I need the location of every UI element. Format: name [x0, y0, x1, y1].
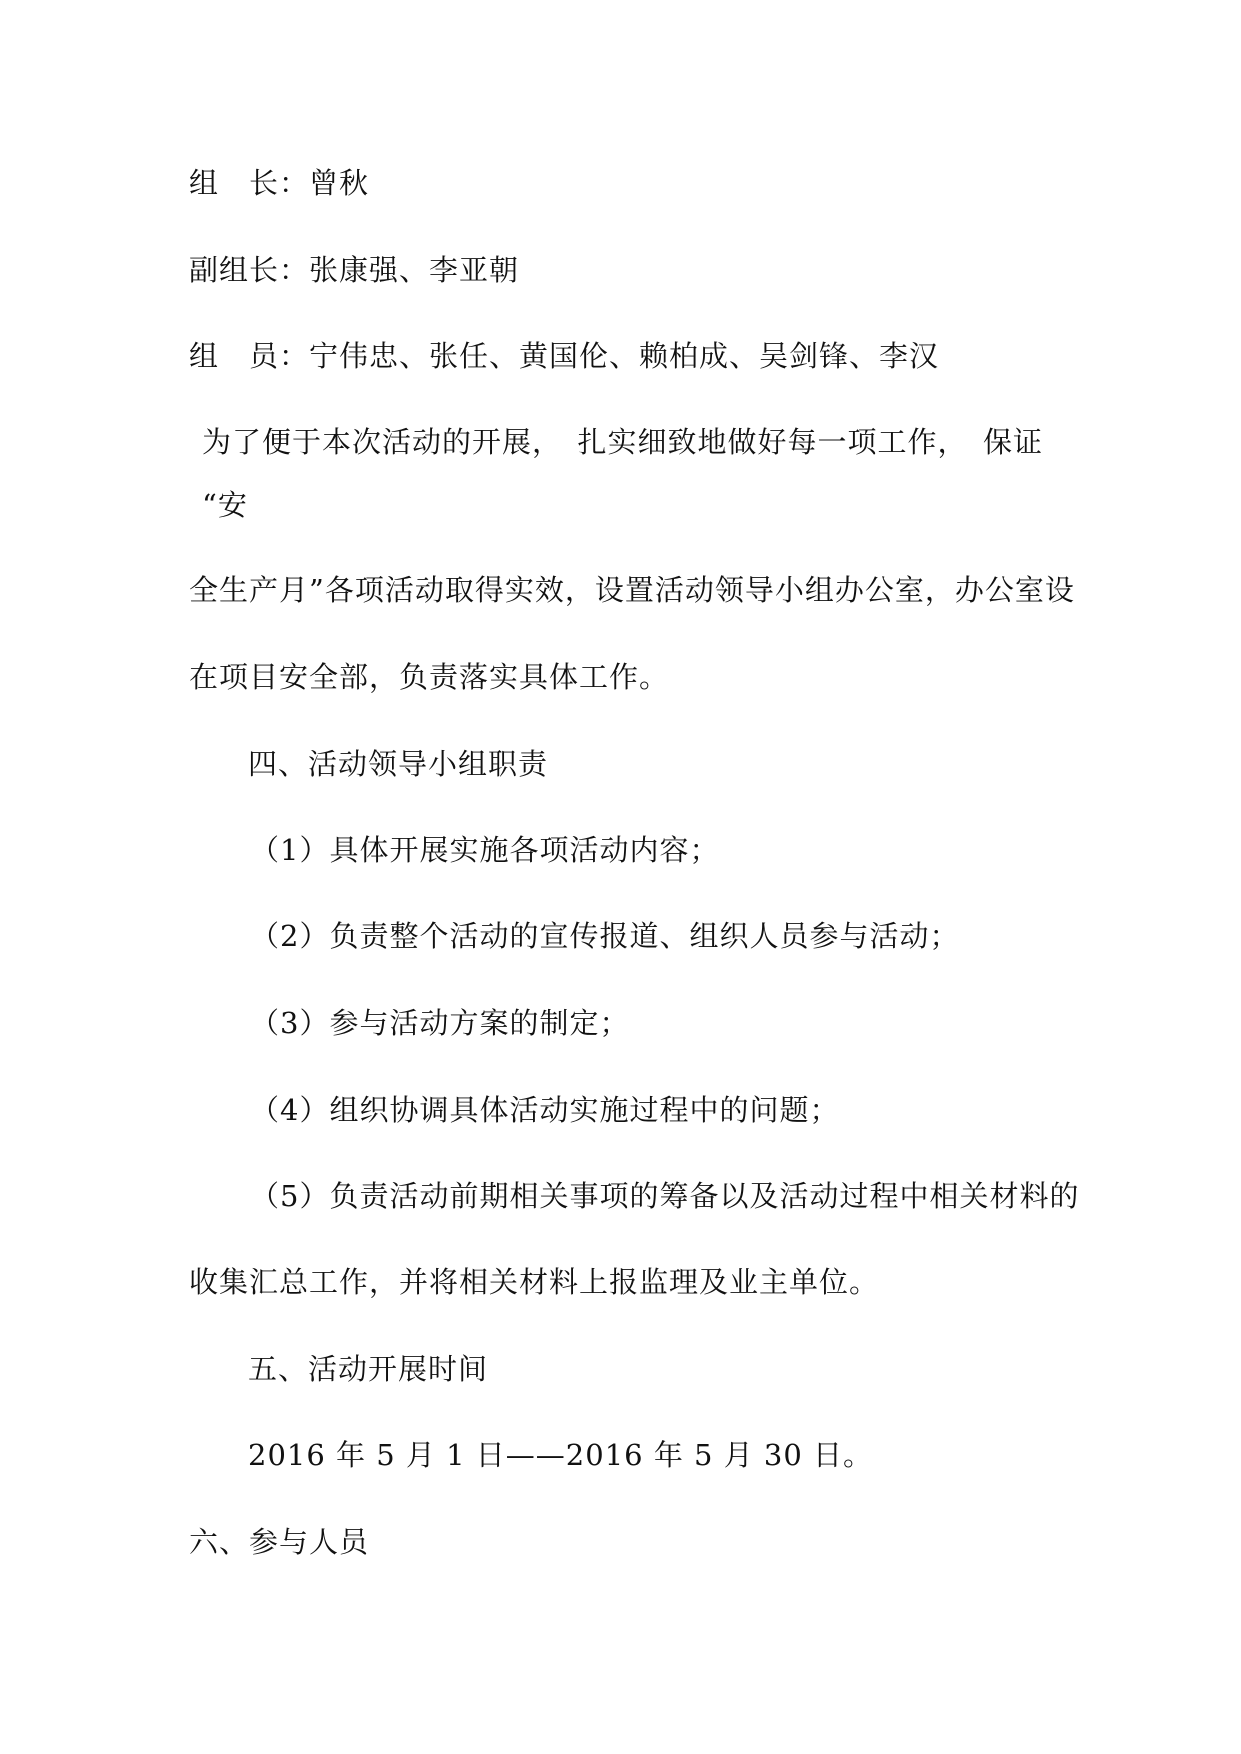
- members-line: 组 员：宁伟忠、张任、黄国伦、赖柏成、吴剑锋、李汉: [189, 339, 940, 373]
- activity-dates: 2016 年 5 月 1 日——2016 年 5 月 30 日。: [248, 1438, 874, 1472]
- duty-item-4: （4）组织协调具体活动实施过程中的问题；: [250, 1093, 840, 1127]
- office-paragraph-line-4: 在项目安全部，负责落实具体工作。: [189, 660, 670, 694]
- section-4-heading: 四、活动领导小组职责: [248, 747, 549, 781]
- duty-item-5-continued: 收集汇总工作，并将相关材料上报监理及业主单位。: [189, 1265, 880, 1299]
- office-paragraph-line-1: 为了便于本次活动的开展， 扎实细致地做好每一项工作， 保证: [202, 425, 1044, 459]
- duty-item-2: （2）负责整个活动的宣传报道、组织人员参与活动；: [250, 919, 960, 953]
- duty-item-1: （1）具体开展实施各项活动内容；: [250, 833, 720, 867]
- office-paragraph-line-3: 全生产月”各项活动取得实效，设置活动领导小组办公室，办公室设: [189, 573, 1075, 607]
- duty-item-5: （5）负责活动前期相关事项的筹备以及活动过程中相关材料的: [250, 1179, 1080, 1213]
- office-paragraph-line-2: “安: [202, 488, 248, 522]
- deputy-leader-line: 副组长：张康强、李亚朝: [189, 253, 520, 287]
- section-5-heading: 五、活动开展时间: [248, 1352, 489, 1386]
- leader-line: 组 长：曾秋: [189, 166, 370, 200]
- duty-item-3: （3）参与活动方案的制定；: [250, 1006, 630, 1040]
- section-6-heading: 六、参与人员: [189, 1525, 370, 1559]
